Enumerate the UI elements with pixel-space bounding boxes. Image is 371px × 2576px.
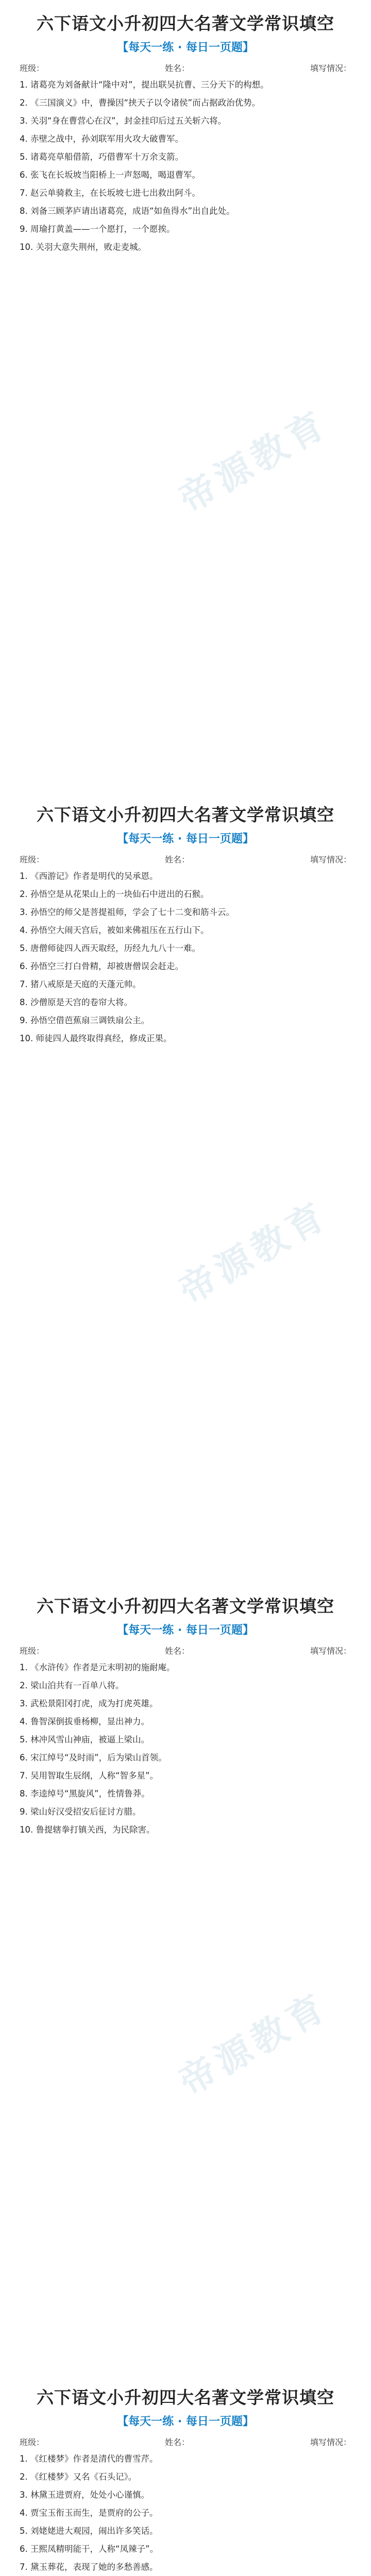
student-info-line xyxy=(20,2436,351,2448)
question-line: 8. 沙僧原是天宫的卷帘大将。 xyxy=(20,997,132,1007)
question-line: 10. 关羽大意失荆州，败走麦城。 xyxy=(20,242,146,252)
section-title: 六下语文小升初四大名著文学常识填空 xyxy=(37,2387,334,2408)
question-line: 3. 关羽“身在曹营心在汉”，封金挂印后过五关斩六将。 xyxy=(20,116,227,126)
worksheet-section xyxy=(0,802,371,1312)
watermark: 帝源教育 xyxy=(172,401,336,521)
question-line: 6. 张飞在长坂坡当阳桥上一声怒喝，喝退曹军。 xyxy=(20,170,200,180)
section-subtitle: 【每天一练 · 每日一页题】 xyxy=(117,2415,254,2428)
question-line: 7. 黛玉葬花，表现了她的多愁善感。 xyxy=(20,2562,158,2572)
info-label: 填写情况： xyxy=(310,63,351,73)
info-label: 填写情况： xyxy=(310,855,351,865)
section-title: 六下语文小升初四大名著文学常识填空 xyxy=(37,13,334,33)
question-line: 9. 周瑜打黄盖——一个愿打，一个愿挨。 xyxy=(20,224,175,234)
worksheet-section xyxy=(0,2384,371,2576)
info-label: 填写情况： xyxy=(310,1646,351,1656)
question-line: 10. 师徒四人最终取得真经，修成正果。 xyxy=(20,1033,172,1043)
info-label: 班级： xyxy=(20,63,45,73)
question-line: 7. 猪八戒原是天庭的天蓬元帅。 xyxy=(20,979,141,989)
worksheet-section xyxy=(0,1593,371,2104)
watermark: 帝源教育 xyxy=(172,1984,336,2104)
question-line: 9. 孙悟空借芭蕉扇三调铁扇公主。 xyxy=(20,1015,149,1025)
question-line: 8. 刘备三顾茅庐请出诸葛亮，成语“如鱼得水”出自此处。 xyxy=(20,206,235,216)
question-line: 4. 孙悟空大闹天宫后，被如来佛祖压在五行山下。 xyxy=(20,925,209,935)
question-line: 7. 赵云单骑救主，在长坂坡七进七出救出阿斗。 xyxy=(20,188,200,198)
question-line: 5. 诸葛亮草船借箭，巧借曹军十万余支箭。 xyxy=(20,152,183,162)
question-line: 4. 鲁智深倒拔垂杨柳，显出神力。 xyxy=(20,1717,149,1726)
question-line: 5. 刘姥姥进大观园，闹出许多笑话。 xyxy=(20,2526,158,2536)
question-line: 3. 林黛玉进贾府，处处小心谨慎。 xyxy=(20,2490,149,2500)
question-line: 7. 吴用智取生辰纲，人称“智多星”。 xyxy=(20,1771,159,1781)
question-line: 1. 《红楼梦》作者是清代的曹雪芹。 xyxy=(20,2454,158,2464)
question-line: 3. 武松景阳冈打虎，成为打虎英雄。 xyxy=(20,1699,158,1708)
watermark: 帝源教育 xyxy=(172,1192,336,1312)
info-label: 姓名： xyxy=(164,63,190,73)
question-line: 6. 孙悟空三打白骨精，却被唐僧误会赶走。 xyxy=(20,961,183,971)
info-label: 姓名： xyxy=(164,855,190,865)
question-line: 2. 《红楼梦》又名《石头记》。 xyxy=(20,2472,137,2482)
question-line: 6. 王熙凤精明能干，人称“凤辣子”。 xyxy=(20,2544,159,2554)
question-line: 5. 唐僧师徒四人西天取经，历经九九八十一难。 xyxy=(20,943,200,953)
worksheet-section xyxy=(0,10,371,521)
question-line: 2. 《三国演义》中，曹操因“挟天子以令诸侯”而占据政治优势。 xyxy=(20,98,261,108)
student-info-line xyxy=(20,1645,351,1656)
question-line: 1. 诸葛亮为刘备献计“隆中对”，提出联吴抗曹、三分天下的构想。 xyxy=(20,80,269,90)
question-line: 9. 梁山好汉受招安后征讨方腊。 xyxy=(20,1807,141,1817)
question-line: 1. 《西游记》作者是明代的吴承恩。 xyxy=(20,871,158,881)
question-line: 2. 梁山泊共有一百单八将。 xyxy=(20,1681,124,1690)
question-line: 10. 鲁提辖拳打镇关西，为民除害。 xyxy=(20,1825,155,1835)
info-label: 班级： xyxy=(20,2437,45,2447)
question-line: 3. 孙悟空的师父是菩提祖师，学会了七十二变和筋斗云。 xyxy=(20,907,234,917)
student-info-line xyxy=(20,62,351,74)
info-label: 班级： xyxy=(20,1646,45,1656)
info-label: 班级： xyxy=(20,855,45,865)
question-line: 4. 贾宝玉衔玉而生，是贾府的公子。 xyxy=(20,2508,158,2518)
question-line: 8. 李逵绰号“黑旋风”，性情鲁莽。 xyxy=(20,1789,150,1799)
section-subtitle: 【每天一练 · 每日一页题】 xyxy=(117,41,254,54)
section-subtitle: 【每天一练 · 每日一页题】 xyxy=(117,833,254,845)
question-line: 6. 宋江绰号“及时雨”，后为梁山首领。 xyxy=(20,1753,167,1762)
info-label: 姓名： xyxy=(164,1646,190,1656)
section-title: 六下语文小升初四大名著文学常识填空 xyxy=(37,805,334,825)
section-title: 六下语文小升初四大名著文学常识填空 xyxy=(37,1596,334,1616)
student-info-line xyxy=(20,853,351,865)
info-label: 填写情况： xyxy=(310,2437,351,2447)
info-label: 姓名： xyxy=(164,2437,190,2447)
question-line: 2. 孙悟空是从花果山上的一块仙石中迸出的石猴。 xyxy=(20,889,209,899)
question-line: 5. 林冲风雪山神庙，被逼上梁山。 xyxy=(20,1735,149,1744)
question-line: 1. 《水浒传》作者是元末明初的施耐庵。 xyxy=(20,1663,175,1672)
section-subtitle: 【每天一练 · 每日一页题】 xyxy=(117,1624,254,1637)
question-line: 4. 赤壁之战中，孙刘联军用火攻大破曹军。 xyxy=(20,134,183,144)
